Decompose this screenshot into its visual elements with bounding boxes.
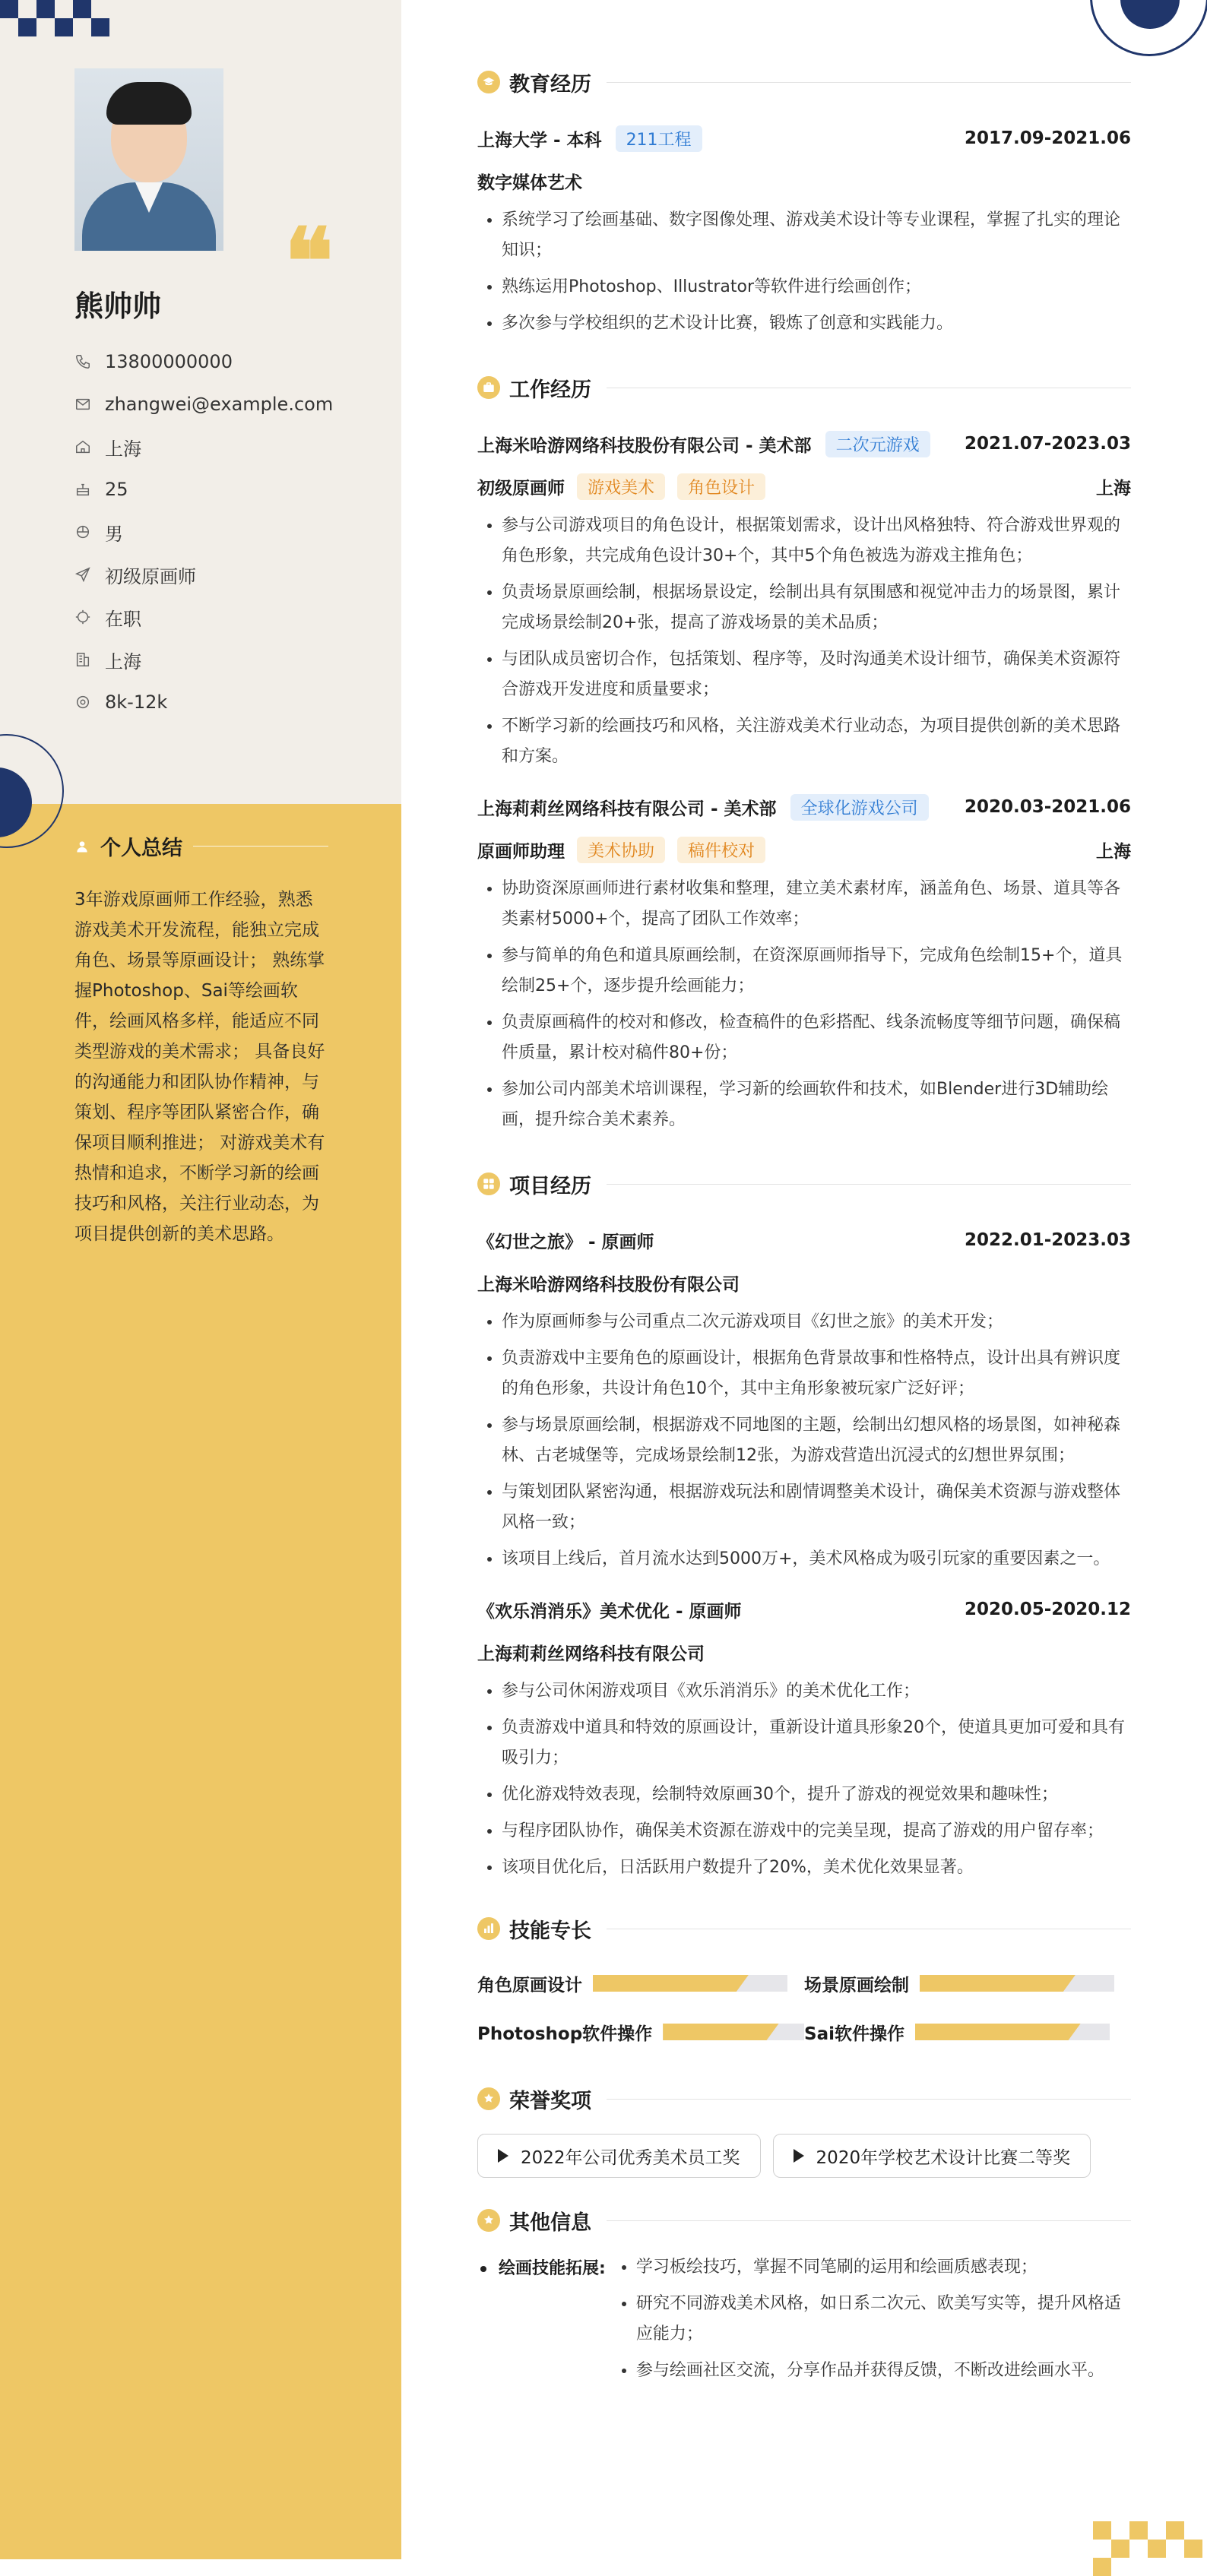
gender-icon [74, 524, 91, 540]
award-label: 2022年公司优秀美术员工奖 [521, 2147, 740, 2168]
education-title: 教育经历 [509, 72, 591, 97]
skill-fill [920, 1975, 1076, 1992]
list-item: • 与策划团队紧密沟通，根据游戏玩法和剧情调整美术设计，确保美术资源与游戏整体风格一致； [502, 1477, 1131, 1538]
info-email [74, 383, 333, 426]
list-item: • 参与绘画社区交流，分享作品并获得反馈，不断改进绘画水平。 [636, 2356, 1131, 2386]
work-entry [477, 422, 1131, 772]
school-name: 上海大学 - 本科 [477, 130, 602, 150]
info-icon [477, 2209, 500, 2232]
list-item: • 系统学习了绘画基础、数字图像处理、游戏美术设计等专业课程，掌握了扎实的理论知识； [502, 205, 1131, 266]
section-divider [607, 82, 1131, 83]
list-item: • 与程序团队协作，确保美术资源在游戏中的完美呈现，提高了游戏的用户留存率； [502, 1816, 1131, 1847]
skill-name: Sai软件操作 [804, 2024, 904, 2044]
skill-bar [593, 1975, 787, 1992]
project-name: 《欢乐消消乐》美术优化 - 原画师 [477, 1601, 742, 1622]
skill-item [804, 1971, 1131, 1996]
company-tag: 全球化游戏公司 [790, 794, 929, 821]
phone-value: 13800000000 [105, 351, 233, 372]
role-tag: 游戏美术 [577, 473, 665, 500]
checker-decoration [0, 0, 114, 36]
profile-panel [0, 0, 401, 804]
education-date: 2017.09-2021.06 [964, 128, 1131, 148]
list-item: • 该项目优化后，日活跃用户数提升了20%，美术优化效果显著。 [502, 1853, 1131, 1883]
quote-mark-icon: ❝ [284, 208, 322, 315]
skill-fill [663, 2024, 778, 2040]
other-title: 其他信息 [509, 2210, 591, 2235]
info-position [74, 553, 333, 596]
cake-icon [74, 481, 91, 498]
status-value: 在职 [105, 608, 141, 630]
projects-header [477, 1163, 1131, 1205]
phone-icon [74, 353, 91, 370]
info-city [74, 426, 333, 468]
age-value: 25 [105, 479, 128, 500]
skill-bar [920, 1975, 1114, 1992]
list-item: • 参与场景原画绘制，根据游戏不同地图的主题，绘制出幻想风格的场景图，如神秘森林、古老城堡等，完成场景绘制12张，为游戏营造出沉浸式的幻想世界氛围； [502, 1410, 1131, 1471]
list-item: • 优化游戏特效表现，绘制特效原画30个，提升了游戏的视觉效果和趣味性； [502, 1780, 1131, 1810]
city-value: 上海 [105, 438, 141, 460]
job-role: 初级原画师 [477, 478, 565, 498]
work-date: 2021.07-2023.03 [964, 434, 1131, 454]
work-date: 2020.03-2021.06 [964, 797, 1131, 817]
mail-icon [74, 396, 91, 413]
awards-title: 荣誉奖项 [509, 2089, 591, 2113]
info-target-city [74, 638, 333, 681]
main-content [477, 55, 1131, 2392]
work-header [477, 366, 1131, 409]
skill-fill [593, 1975, 749, 1992]
profile-name: 熊帅帅 [74, 290, 162, 323]
gender-value: 男 [105, 523, 123, 545]
project-name: 《幻世之旅》 - 原画师 [477, 1232, 654, 1252]
position-value: 初级原画师 [105, 565, 196, 587]
building-icon [74, 651, 91, 668]
list-item: • 协助资深原画师进行素材收集和整理，建立美术素材库，涵盖角色、场景、道具等各类素材5000+个，提高了团队工作效率； [502, 874, 1131, 935]
school-tag: 211工程 [616, 125, 702, 152]
company-name: 上海莉莉丝网络科技有限公司 - 美术部 [477, 799, 777, 819]
project-company: 上海莉莉丝网络科技有限公司 [477, 1644, 705, 1664]
summary-divider [193, 846, 328, 847]
education-entry [477, 117, 1131, 339]
other-block [477, 2252, 1131, 2392]
awards-header [477, 2078, 1131, 2120]
work-entry [477, 786, 1131, 1135]
profile-info-list [74, 340, 333, 723]
list-item: • 作为原画师参与公司重点二次元游戏项目《幻世之旅》的美术开发； [502, 1307, 1131, 1337]
email-value: zhangwei@example.com [105, 394, 334, 415]
section-divider [607, 1184, 1131, 1185]
list-item: • 负责原画稿件的校对和修改，检查稿件的色彩搭配、线条流畅度等细节问题，确保稿件质量，累计校对稿件80+份； [502, 1008, 1131, 1068]
info-phone [74, 340, 333, 383]
list-item: • 该项目上线后，首月流水达到5000万+，美术风格成为吸引玩家的重要因素之一。 [502, 1544, 1131, 1574]
project-list [477, 1676, 1131, 1883]
user-icon [74, 839, 90, 854]
briefcase-icon [477, 376, 500, 399]
list-item: • 研究不同游戏美术风格，如日系二次元、欧美写实等，提升风格适应能力； [636, 2289, 1131, 2350]
company-tag: 二次元游戏 [825, 431, 930, 457]
section-divider [607, 2099, 1131, 2100]
list-item: • 不断学习新的绘画技巧和风格，关注游戏美术行业动态，为项目提供创新的美术思路和方案。 [502, 711, 1131, 772]
award-item [773, 2134, 1091, 2178]
info-status [74, 596, 333, 638]
checker-decoration-bottom [1093, 2521, 1207, 2559]
work-list [477, 874, 1131, 1135]
coin-icon [74, 694, 91, 710]
skill-bar [915, 2024, 1110, 2040]
sidebar [0, 0, 401, 2559]
other-header [477, 2199, 1131, 2242]
other-label: 绘画技能拓展: [499, 2259, 606, 2278]
status-icon [74, 609, 91, 625]
send-icon [74, 566, 91, 583]
summary-title: 个人总结 [100, 837, 182, 860]
skill-item [477, 1971, 804, 1996]
education-list [477, 205, 1131, 339]
skills-title: 技能专长 [509, 1919, 591, 1943]
list-item: • 负责游戏中主要角色的原画设计，根据角色背景故事和性格特点，设计出具有辨识度的角色形象，共设计角色10个，其中主角形象被玩家广泛好评； [502, 1343, 1131, 1404]
project-date: 2020.05-2020.12 [964, 1600, 1131, 1619]
skill-bar [663, 2024, 804, 2040]
role-tag: 美术协助 [577, 837, 665, 863]
summary-text: 3年游戏原画师工作经验，熟悉游戏美术开发流程，能独立完成角色、场景等原画设计； 熟练掌握Photoshop、Sai等绘画软件，绘画风格多样，能适应不同类型游戏的美术需求； 具备良好的沟通能力和团队协作精神，与策划、程序等团队紧密合作，确保项目顺利推进； 对游戏美术有热情和追求，不断学习新的绘画技巧和风格，关注行业动态，为项目提供创新的美术思路。 [74, 890, 325, 1244]
info-gender [74, 511, 333, 553]
skill-item [477, 2020, 804, 2045]
project-list [477, 1307, 1131, 1574]
target-city-value: 上海 [105, 650, 141, 672]
home-icon [74, 438, 91, 455]
list-item: • 熟练运用Photoshop、Illustrator等软件进行绘画创作； [502, 272, 1131, 302]
project-company: 上海米哈游网络科技股份有限公司 [477, 1274, 740, 1295]
chart-icon [477, 1917, 500, 1940]
skill-name: 角色原画设计 [477, 1975, 582, 1995]
list-item: • 学习板绘技巧，掌握不同笔刷的运用和绘画质感表现； [636, 2252, 1131, 2283]
play-triangle-icon [794, 2149, 804, 2163]
education-header [477, 61, 1131, 103]
avatar [74, 68, 223, 251]
info-age [74, 468, 333, 511]
job-role: 原画师助理 [477, 841, 565, 862]
list-item: • 负责游戏中道具和特效的原画设计，重新设计道具形象20个，使道具更加可爱和具有吸引力； [502, 1713, 1131, 1774]
skill-name: Photoshop软件操作 [477, 2024, 653, 2044]
skill-name: 场景原画绘制 [804, 1975, 909, 1995]
project-entry [477, 1219, 1131, 1574]
major: 数字媒体艺术 [477, 172, 582, 193]
award-icon [477, 2087, 500, 2110]
list-item: • 参加公司内部美术培训课程，学习新的绘画软件和技术，如Blender进行3D辅助绘画，提升综合美术素养。 [502, 1074, 1131, 1135]
list-item: • 与团队成员密切合作，包括策划、程序等，及时沟通美术设计细节，确保美术资源符合游戏开发进度和质量要求； [502, 644, 1131, 705]
skills-list [477, 1959, 1131, 2056]
award-label: 2020年学校艺术设计比赛二等奖 [816, 2147, 1071, 2168]
role-tag: 稿件校对 [677, 837, 765, 863]
graduation-cap-icon [477, 71, 500, 93]
info-salary [74, 681, 333, 723]
company-name: 上海米哈游网络科技股份有限公司 - 美术部 [477, 435, 812, 456]
section-divider [607, 2220, 1131, 2221]
work-list [477, 511, 1131, 772]
list-item: • 多次参与学校组织的艺术设计比赛，锻炼了创意和实践能力。 [502, 309, 1131, 339]
project-date: 2022.01-2023.03 [964, 1230, 1131, 1250]
role-tag: 角色设计 [677, 473, 765, 500]
list-item: • 参与公司休闲游戏项目《欢乐消消乐》的美术优化工作； [502, 1676, 1131, 1707]
skills-header [477, 1907, 1131, 1950]
awards-list [477, 2134, 1131, 2178]
work-title: 工作经历 [509, 378, 591, 402]
summary-header [74, 831, 328, 861]
list-item: • 参与公司游戏项目的角色设计，根据策划需求，设计出风格独特、符合游戏世界观的角色形象，共完成角色设计30+个，其中5个角色被选为游戏主推角色； [502, 511, 1131, 571]
skill-item [804, 2020, 1131, 2045]
bullet-dot [480, 2266, 486, 2272]
project-entry [477, 1588, 1131, 1883]
salary-value: 8k-12k [105, 691, 168, 713]
list-item: • 参与简单的角色和道具原画绘制，在资深原画师指导下，完成角色绘制15+个，道具绘制25+个，逐步提升绘画能力； [502, 941, 1131, 1002]
job-city: 上海 [1096, 841, 1131, 862]
play-triangle-icon [498, 2149, 508, 2163]
projects-title: 项目经历 [509, 1174, 591, 1198]
other-list [613, 2252, 1131, 2392]
award-item [477, 2134, 761, 2178]
list-item: • 负责场景原画绘制，根据场景设定，绘制出具有氛围感和视觉冲击力的场景图，累计完成场景绘制20+张，提高了游戏场景的美术品质； [502, 578, 1131, 638]
skill-fill [915, 2024, 1081, 2040]
job-city: 上海 [1096, 478, 1131, 498]
grid-icon [477, 1172, 500, 1195]
